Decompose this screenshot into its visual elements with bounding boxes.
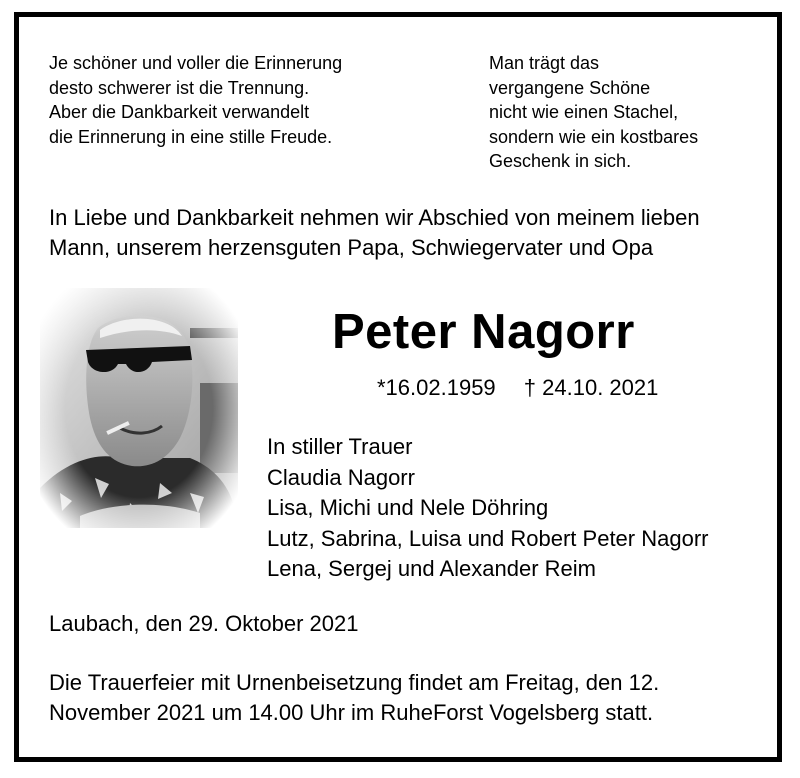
poem-line: desto schwerer ist die Trennung. (49, 77, 310, 98)
mourners-line: Lutz, Sabrina, Luisa und Robert Peter Nagorr (267, 525, 709, 551)
mourners-line: In stiller Trauer (267, 434, 413, 459)
poem-right (489, 51, 698, 174)
poem-line: die Erinnerung in eine stille Freude. (49, 126, 333, 147)
funeral-line: Die Trauerfeier mit Urnenbeisetzung findet am Freitag, den 12. (49, 670, 660, 695)
poem-line: nicht wie einen Stachel, (489, 102, 679, 123)
deceased-name: Peter Nagorr (332, 305, 635, 359)
funeral-notice (49, 668, 659, 728)
poem-line: vergangene Schöne (489, 77, 651, 98)
poem-line: Man trägt das (489, 53, 600, 73)
portrait-photo (40, 288, 238, 528)
birth-date: *16.02.1959 (377, 375, 496, 400)
place-date: Laubach, den 29. Oktober 2021 (49, 611, 359, 636)
poem-line: Aber die Dankbarkeit verwandelt (49, 102, 310, 123)
intro-line: In Liebe und Dankbarkeit nehmen wir Abschied von meinem lieben (49, 205, 700, 230)
mourners-list (267, 432, 708, 585)
mourners-line: Lena, Sergej und Alexander Reim (267, 556, 596, 581)
funeral-line: November 2021 um 14.00 Uhr im RuheForst Vogelsberg statt. (49, 700, 654, 725)
intro-line: Mann, unserem herzensguten Papa, Schwiegervater und Opa (49, 235, 654, 260)
death-date: † 24.10. 2021 (523, 375, 659, 400)
poem-left (49, 51, 342, 149)
poem-line: Geschenk in sich. (489, 151, 632, 172)
mourners-line: Lisa, Michi und Nele Döhring (267, 495, 549, 520)
poem-line: sondern wie ein kostbares (489, 126, 699, 147)
mourners-line: Claudia Nagorr (267, 464, 415, 490)
poem-line: Je schöner und voller die Erinnerung (49, 53, 343, 73)
life-dates (377, 375, 658, 401)
intro-text (49, 203, 700, 263)
